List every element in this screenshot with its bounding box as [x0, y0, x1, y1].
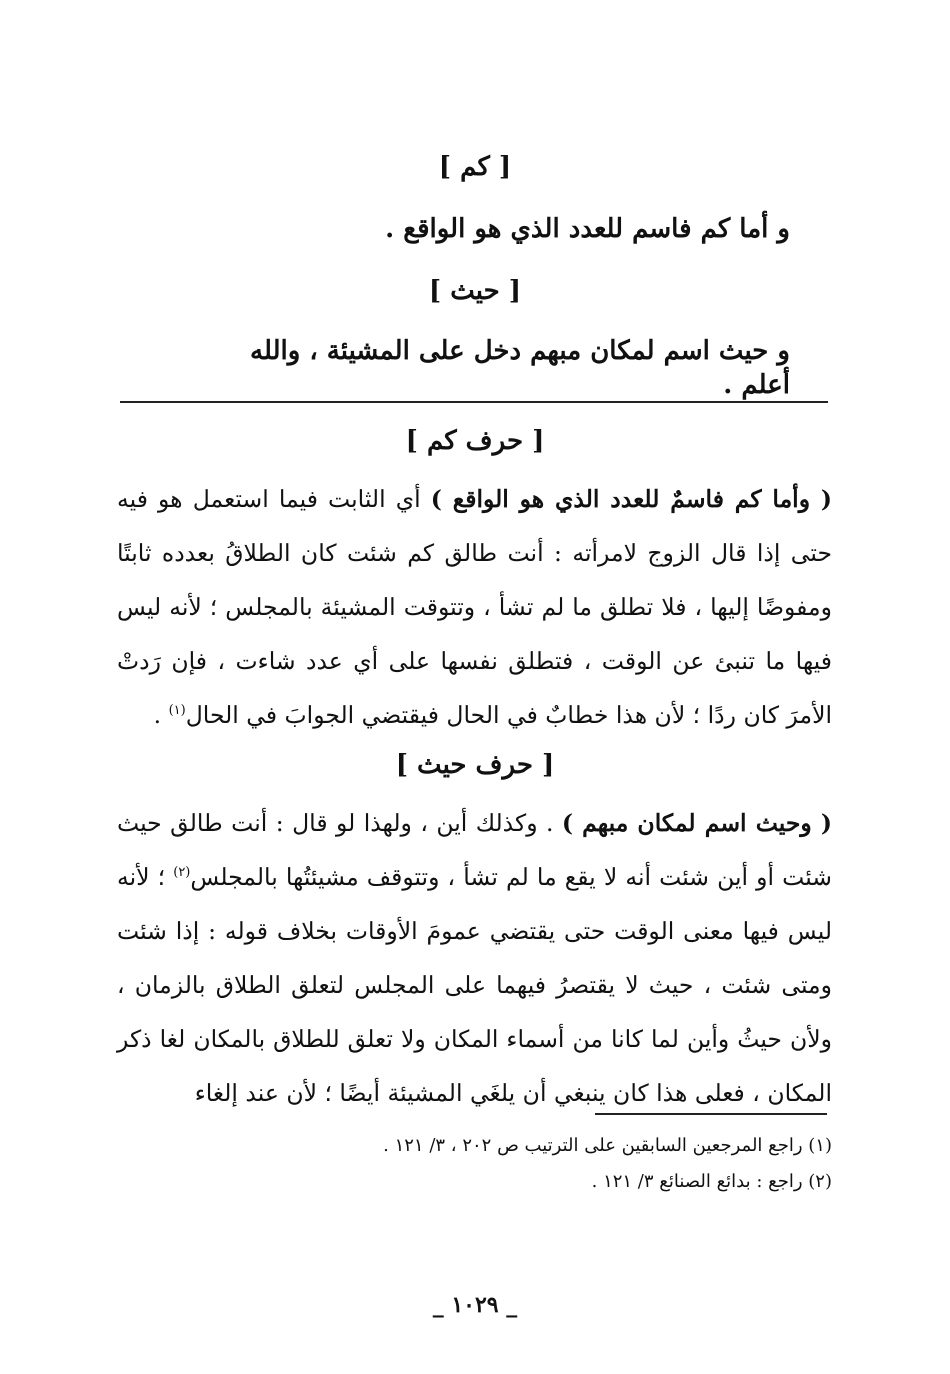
footnote-ref-1[interactable]: (١) [168, 703, 186, 719]
sharh-heading-kam: [ حرف كم ] [405, 426, 545, 456]
footnote-ref-2[interactable]: (٢) [173, 865, 191, 881]
section-divider [120, 401, 828, 403]
sharh-end-kam: . [153, 701, 169, 729]
sharh-heading-haythu: [ حرف حيث ] [395, 750, 555, 780]
sharh-paragraph-haythu [117, 796, 832, 1120]
quoted-matn-haythu: ( وحيث اسم لمكان مبهم ) [561, 809, 833, 837]
matn-heading-haythu: [ حيث ] [428, 276, 522, 306]
matn-text-haythu: و حيث اسم لمكان مبهم دخل على المشيئة ، والله أعلم . [250, 336, 790, 400]
sharh-body-haythu-2: ؛ لأنه ليس فيها معنى الوقت حتى يقتضي عمومَ الأوقات بخلاف قوله : إذا شئت ومتى شئت ، حيث لا يقتصرُ فيهما على المجلس لتعلق الطلاق بالزمان ، ولأن حيثُ وأين لما كانا من أسماء المكان ولا تعلق للطلاق بالمكان لغا ذكر المكان ، فعلى هذا كان ينبغي أن يلغَي المشيئة أيضًا ؛ لأن عند إلغاء [117, 863, 832, 1107]
matn-heading-kam: [ كم ] [438, 152, 512, 182]
sharh-paragraph-kam [117, 472, 832, 742]
footnote-1: (١) راجع المرجعين السابقين على الترتيب ص ٢٠٢ ، ٣/ ١٢١ . [383, 1135, 832, 1156]
matn-text-kam: و أما كم فاسم للعدد الذي هو الواقع . [385, 214, 790, 244]
sharh-body-haythu-1: . وكذلك أين ، ولهذا لو قال : أنت طالق حيث شئت أو أين شئت أنه لا يقع ما لم تشأ ، وتتوقف مشيئتُها بالمجلس [117, 809, 832, 891]
quoted-matn-kam: ( وأما كم فاسمٌ للعدد الذي هو الواقع ) [430, 485, 832, 513]
footnote-2: (٢) راجع : بدائع الصنائع ٣/ ١٢١ . [591, 1171, 832, 1192]
sharh-body-kam: أي الثابت فيما استعمل هو فيه حتى إذا قال الزوج لامرأته : أنت طالق كم شئت كان الطلاقُ بعدده ثابتًا ومفوضًا إليها ، فلا تطلق ما لم تشأ ، وتتوقت المشيئة بالمجلس ؛ لأنه ليس فيها ما تنبئ عن الوقت ، فتطلق نفسها على أي عدد شاءت ، فإن رَدتْ الأمرَ كان ردًا ؛ لأن هذا خطابٌ في الحال فيقتضي الجوابَ في الحال [117, 485, 832, 729]
page-number: _ ١٠٢٩ _ [432, 1292, 518, 1318]
footnote-divider [595, 1113, 827, 1115]
